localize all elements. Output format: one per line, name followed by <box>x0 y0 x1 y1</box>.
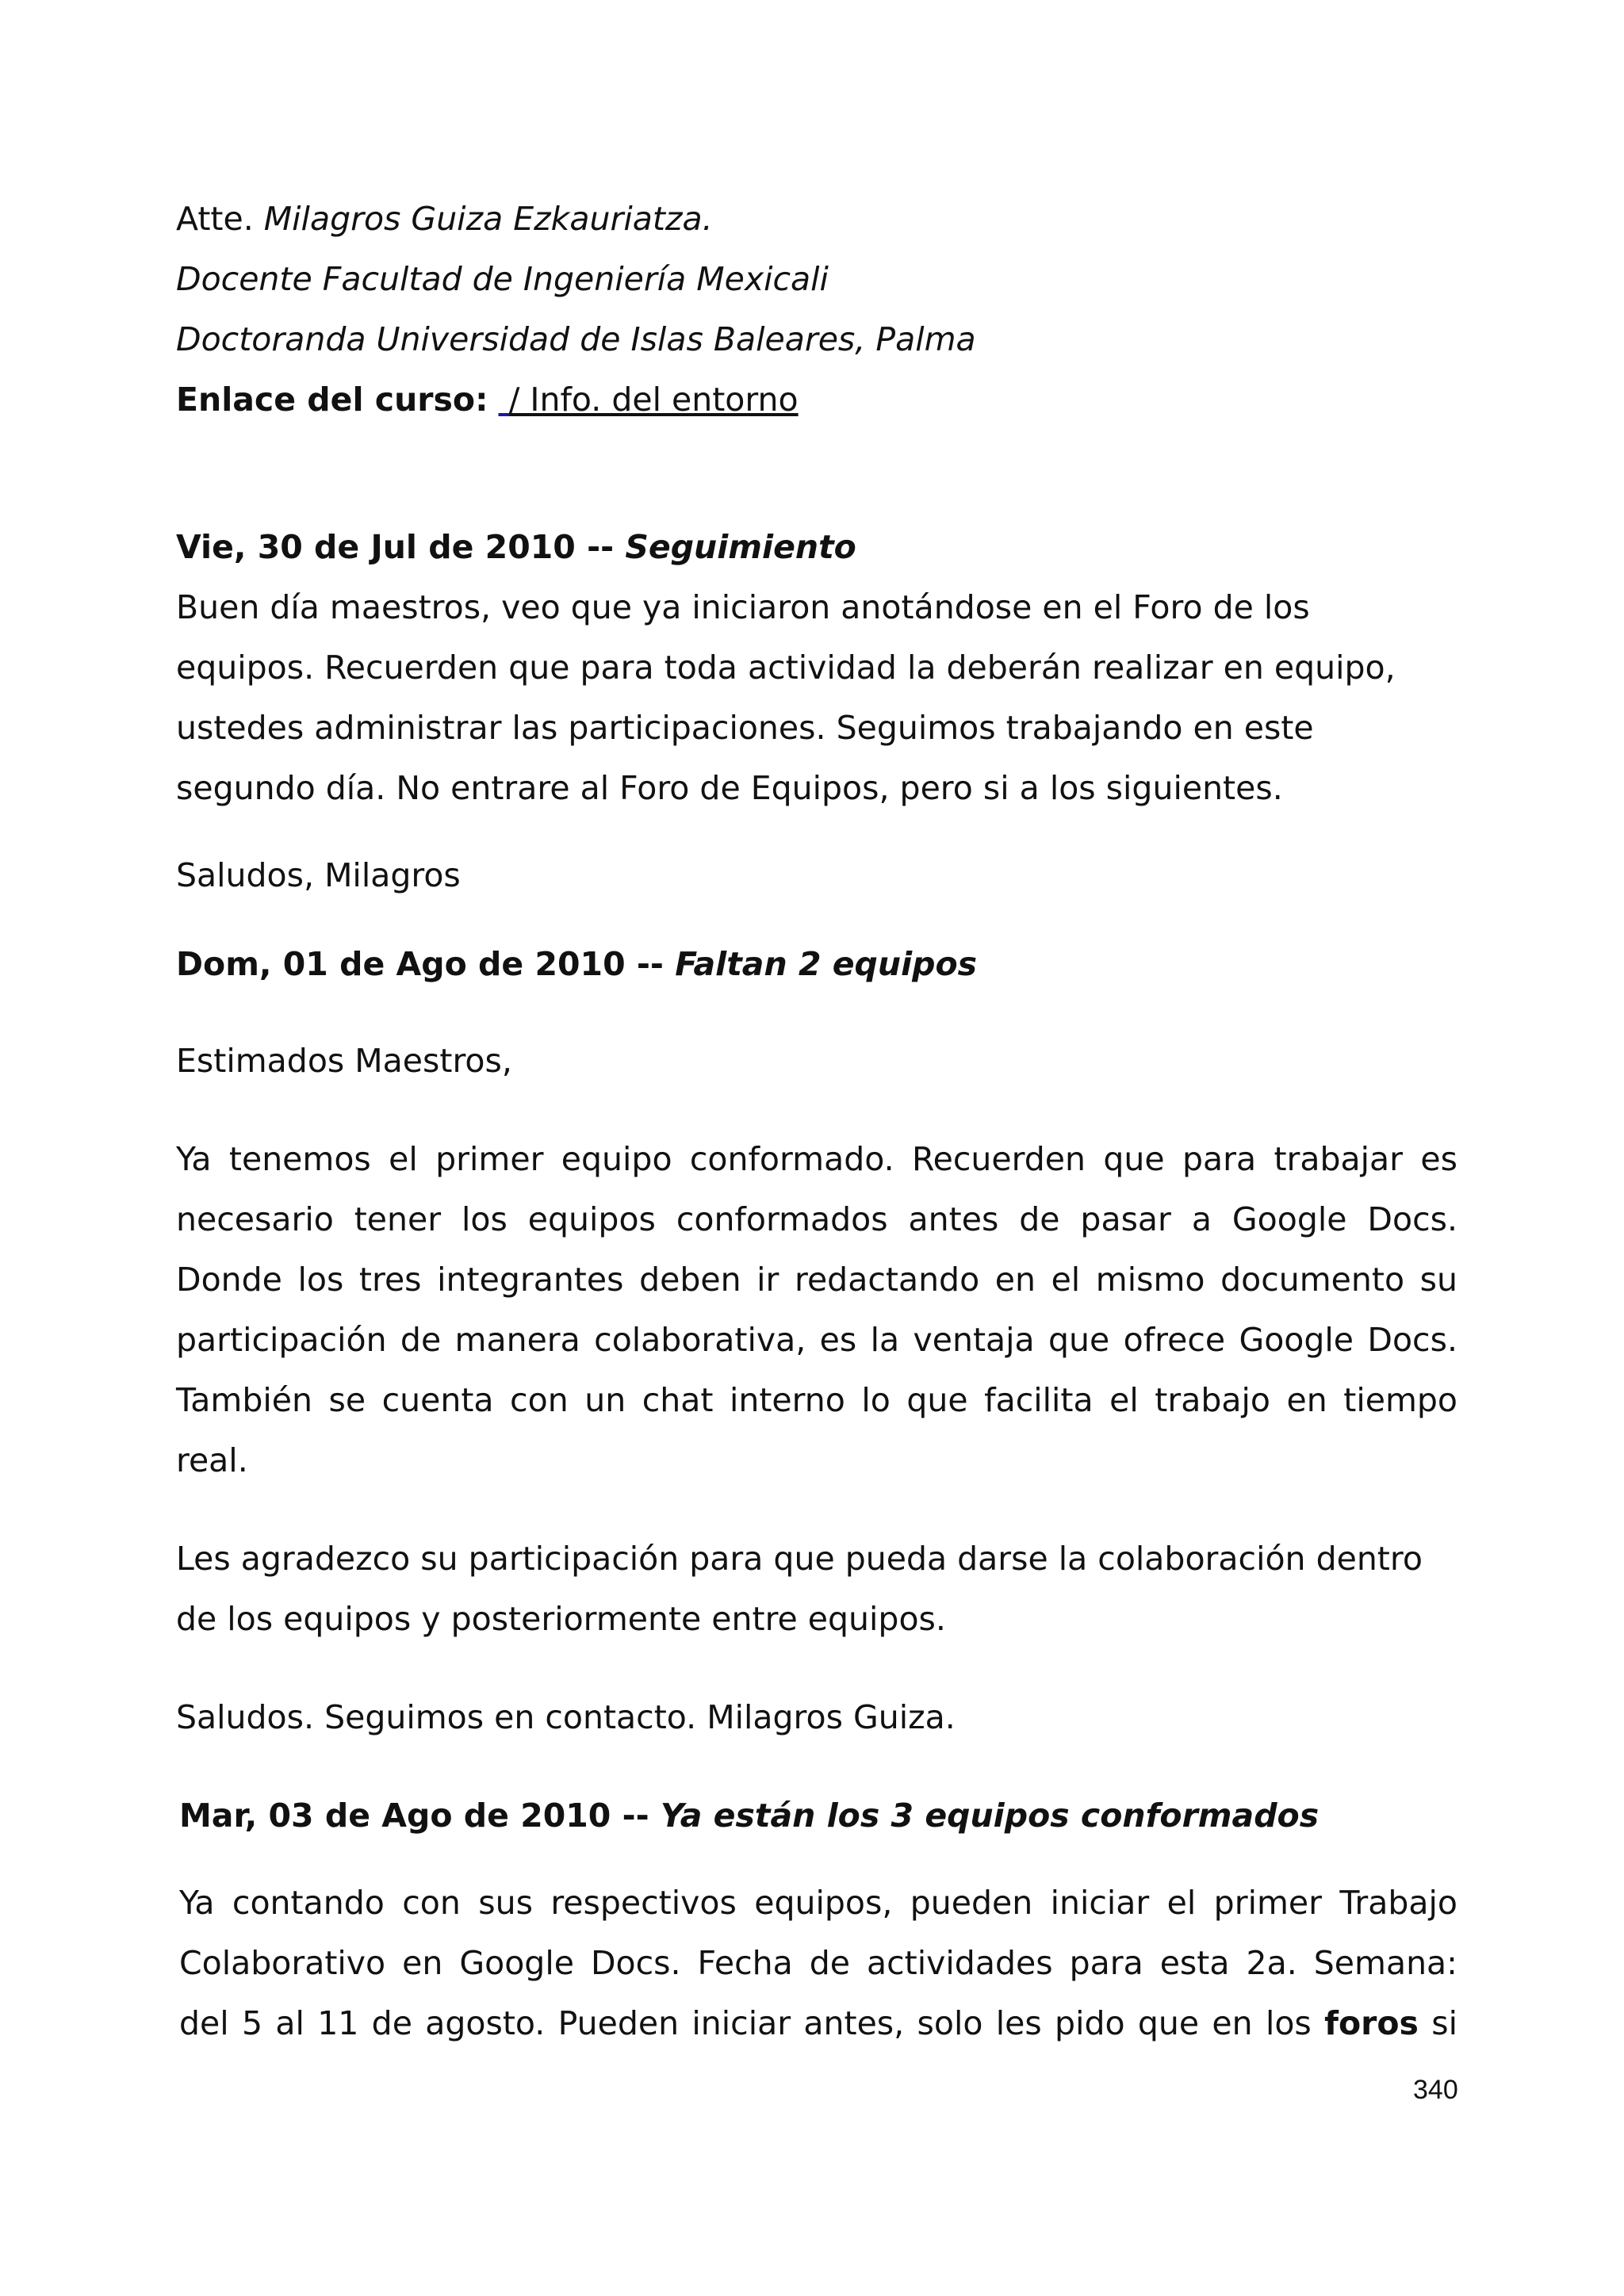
atte-prefix: Atte. <box>176 200 264 238</box>
entry3-line3-pre: del 5 al 11 de agosto. Pueden iniciar antes, solo les pido que en los <box>179 2004 1325 2042</box>
entry2-heading <box>176 934 977 994</box>
entry2-greeting: Estimados Maestros, <box>176 1042 512 1080</box>
entry1-line: segundo día. No entrare al Foro de Equipos, pero si a los siguientes. <box>176 769 1283 807</box>
entry2-para1-line: También se cuenta con un chat interno lo que facilita el trabajo en tiempo <box>176 1381 1457 1419</box>
entry3-line-last <box>179 1993 1457 2053</box>
entry2-closing: Saludos. Seguimos en contacto. Milagros Guiza. <box>176 1698 956 1736</box>
entry1-heading <box>176 517 856 577</box>
course-link-line <box>176 369 799 430</box>
entry3-line: Ya contando con sus respectivos equipos, pueden iniciar el primer Trabajo <box>179 1884 1457 1922</box>
entry1-line: ustedes administrar las participaciones. Seguimos trabajando en este <box>176 709 1314 747</box>
entry2-title: Faltan 2 equipos <box>675 945 978 983</box>
author-title: Docente Facultad de Ingeniería Mexicali <box>176 260 829 298</box>
entry2-para1-line: participación de manera colaborativa, es la ventaja que ofrece Google Docs. <box>176 1321 1457 1359</box>
entry1-closing: Saludos, Milagros <box>176 856 461 894</box>
entry1-title: Seguimiento <box>625 528 856 566</box>
entry2-para2-line: de los equipos y posteriormente entre equipos. <box>176 1600 946 1638</box>
entry2-para1-line: Ya tenemos el primer equipo conformado. Recuerden que para trabajar es <box>176 1140 1457 1178</box>
author-affiliation: Doctoranda Universidad de Islas Baleares, Palma <box>176 320 976 358</box>
entry1-date: Vie, 30 de Jul de 2010 -- <box>176 528 626 566</box>
entry1-line: Buen día maestros, veo que ya iniciaron anotándose en el Foro de los <box>176 588 1310 626</box>
entry1-line: equipos. Recuerden que para toda actividad la deberán realizar en equipo, <box>176 649 1396 687</box>
author-name: Milagros Guiza Ezkauriatza. <box>263 200 713 238</box>
course-link-label: Enlace del curso: <box>176 381 488 419</box>
course-link[interactable]: / Info. del entorno <box>508 381 799 419</box>
entry3-line3-post: si <box>1418 2004 1457 2042</box>
entry2-para1-line: real. <box>176 1441 248 1479</box>
entry2-para1-line: Donde los tres integrantes deben ir redactando en el mismo documento su <box>176 1261 1457 1299</box>
entry2-para2-line: Les agradezco su participación para que pueda darse la colaboración dentro <box>176 1540 1423 1578</box>
link-gap <box>488 381 498 419</box>
entry3-line: Colaborativo en Google Docs. Fecha de actividades para esta 2a. Semana: <box>179 1944 1457 1982</box>
entry2-date: Dom, 01 de Ago de 2010 -- <box>176 945 676 983</box>
entry3-foros: foros <box>1324 2004 1419 2042</box>
entry3-title: Ya están los 3 equipos conformados <box>660 1797 1320 1835</box>
entry3-heading <box>179 1785 1319 1846</box>
entry3-date: Mar, 03 de Ago de 2010 -- <box>179 1797 661 1835</box>
link-underline-space[interactable] <box>499 381 509 419</box>
entry2-para1-line: necesario tener los equipos conformados antes de pasar a Google Docs. <box>176 1200 1457 1238</box>
page-number: 340 <box>1413 2075 1458 2105</box>
signature-atte <box>176 189 713 249</box>
